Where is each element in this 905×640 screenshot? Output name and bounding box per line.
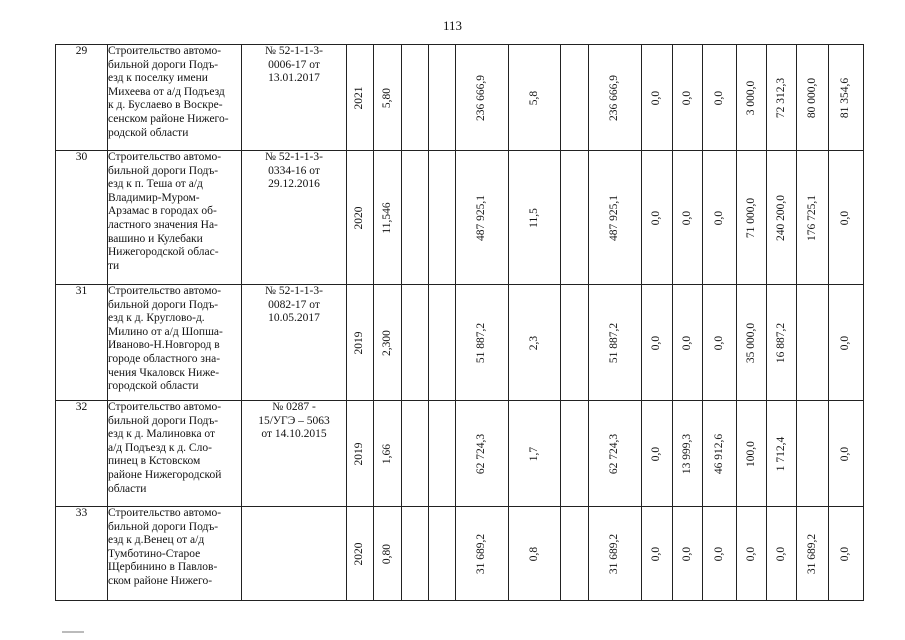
value-cell bbox=[509, 151, 561, 285]
value-cell bbox=[673, 507, 703, 601]
cell-value: 2020 bbox=[353, 542, 366, 565]
cell-value: 0,0 bbox=[774, 546, 787, 561]
expertise-doc-cell bbox=[242, 151, 347, 285]
cell-value: 0,0 bbox=[839, 546, 852, 561]
object-name: Строительство автомо- бильной дороги Подъ- езд к п. Теша от а/д Владимир-Муром- Арзамас в городах об- ластного значения На- вашино и Кулебаки Нижегородской облас- ти bbox=[108, 151, 222, 272]
value-cell bbox=[509, 401, 561, 507]
value-cell bbox=[374, 45, 402, 151]
value-cell bbox=[797, 45, 829, 151]
cell-value: 2,3 bbox=[527, 335, 540, 350]
value-cell bbox=[589, 285, 642, 401]
row-number: 32 bbox=[56, 401, 108, 507]
value-cell bbox=[642, 285, 673, 401]
value-cell bbox=[561, 45, 589, 151]
value-cell bbox=[347, 151, 374, 285]
cell-value: 0,0 bbox=[712, 210, 725, 225]
value-cell bbox=[797, 507, 829, 601]
value-cell bbox=[767, 401, 797, 507]
cell-value: 176 725,1 bbox=[805, 194, 818, 241]
value-cell bbox=[673, 401, 703, 507]
value-cell bbox=[509, 285, 561, 401]
cell-value: 11,5 bbox=[527, 207, 540, 228]
cell-value: 1 712,4 bbox=[774, 436, 787, 471]
cell-value: 487 925,1 bbox=[608, 194, 621, 241]
cell-value: 2019 bbox=[353, 442, 366, 465]
value-cell bbox=[673, 151, 703, 285]
value-cell bbox=[429, 401, 456, 507]
cell-value: 62 724,3 bbox=[608, 433, 621, 474]
value-cell bbox=[589, 507, 642, 601]
row-number: 30 bbox=[56, 151, 108, 285]
cell-value: 0,0 bbox=[839, 446, 852, 461]
value-cell bbox=[456, 151, 509, 285]
cell-value: 236 666,9 bbox=[475, 74, 488, 121]
value-cell bbox=[737, 285, 767, 401]
cell-value: 0,0 bbox=[712, 90, 725, 105]
value-cell bbox=[737, 507, 767, 601]
table-row bbox=[56, 45, 864, 151]
value-cell bbox=[703, 285, 737, 401]
cell-value: 71 000,0 bbox=[744, 197, 757, 238]
cell-value: 13 999,3 bbox=[680, 433, 693, 474]
cell-value: 0,0 bbox=[680, 90, 693, 105]
value-cell bbox=[703, 151, 737, 285]
value-cell bbox=[797, 285, 829, 401]
expertise-doc-cell bbox=[242, 507, 347, 601]
cell-value: 0,0 bbox=[839, 210, 852, 225]
cell-value: 1,7 bbox=[527, 446, 540, 461]
value-cell bbox=[402, 285, 429, 401]
cell-value: 51 887,2 bbox=[608, 322, 621, 363]
value-cell bbox=[642, 151, 673, 285]
value-cell bbox=[509, 507, 561, 601]
cell-value: 0,0 bbox=[680, 210, 693, 225]
value-cell bbox=[737, 151, 767, 285]
cell-value: 0,0 bbox=[650, 546, 663, 561]
value-cell bbox=[429, 45, 456, 151]
cell-value: 3 000,0 bbox=[744, 80, 757, 115]
cell-value: 51 887,2 bbox=[475, 322, 488, 363]
object-name: Строительство автомо- бильной дороги Подъ- езд к д.Венец от а/д Тумботино-Старое Щербинино в Павлов- ском районе Нижего- bbox=[108, 507, 222, 587]
value-cell bbox=[829, 401, 864, 507]
object-name-cell bbox=[108, 151, 242, 285]
object-name: Строительство автомо- бильной дороги Подъ- езд к поселку имени Михеева от а/д Подъезд к д. Буслаево в Воскре- сенском районе Нижего- родской области bbox=[108, 45, 229, 139]
value-cell bbox=[509, 45, 561, 151]
cell-value: 2021 bbox=[353, 86, 366, 109]
expertise-doc-cell bbox=[242, 45, 347, 151]
cell-value: 0,80 bbox=[380, 543, 393, 564]
value-cell bbox=[374, 401, 402, 507]
page-number: 113 bbox=[442, 18, 463, 33]
value-cell bbox=[347, 507, 374, 601]
scan-mark bbox=[62, 631, 84, 633]
value-cell bbox=[767, 507, 797, 601]
object-name-cell bbox=[108, 401, 242, 507]
cell-value: 0,0 bbox=[712, 335, 725, 350]
cell-value: 31 689,2 bbox=[475, 533, 488, 574]
value-cell bbox=[561, 151, 589, 285]
expertise-doc-cell bbox=[242, 401, 347, 507]
value-cell bbox=[456, 401, 509, 507]
cell-value: 16 887,2 bbox=[774, 322, 787, 363]
value-cell bbox=[456, 285, 509, 401]
cell-value: 0,0 bbox=[650, 210, 663, 225]
cell-value: 240 200,0 bbox=[774, 194, 787, 241]
value-cell bbox=[703, 507, 737, 601]
cell-value: 0,0 bbox=[650, 446, 663, 461]
table-row bbox=[56, 401, 864, 507]
cell-value: 11,546 bbox=[380, 201, 393, 234]
cell-value: 31 689,2 bbox=[805, 533, 818, 574]
object-name-cell bbox=[108, 285, 242, 401]
value-cell bbox=[374, 507, 402, 601]
cell-value: 0,0 bbox=[712, 546, 725, 561]
cell-value: 35 000,0 bbox=[744, 322, 757, 363]
value-cell bbox=[561, 401, 589, 507]
value-cell bbox=[374, 285, 402, 401]
value-cell bbox=[347, 45, 374, 151]
object-table bbox=[55, 44, 864, 601]
cell-value: 0,0 bbox=[744, 546, 757, 561]
cell-value: 5,80 bbox=[380, 87, 393, 108]
value-cell bbox=[561, 285, 589, 401]
value-cell bbox=[589, 45, 642, 151]
cell-value: 487 925,1 bbox=[475, 194, 488, 241]
row-number: 33 bbox=[56, 507, 108, 601]
cell-value: 2,300 bbox=[380, 329, 393, 356]
expertise-doc: № 52-1-1-3- 0082-17 от 10.05.2017 bbox=[265, 285, 323, 325]
value-cell bbox=[673, 45, 703, 151]
row-number: 31 bbox=[56, 285, 108, 401]
value-cell bbox=[561, 507, 589, 601]
cell-value: 62 724,3 bbox=[475, 433, 488, 474]
value-cell bbox=[589, 151, 642, 285]
row-number: 29 bbox=[56, 45, 108, 151]
table-row bbox=[56, 151, 864, 285]
cell-value: 0,0 bbox=[650, 90, 663, 105]
value-cell bbox=[456, 45, 509, 151]
value-cell bbox=[347, 401, 374, 507]
value-cell bbox=[374, 151, 402, 285]
value-cell bbox=[589, 401, 642, 507]
expertise-doc: № 0287 - 15/УГЭ – 5063 от 14.10.2015 bbox=[258, 401, 330, 441]
value-cell bbox=[829, 45, 864, 151]
value-cell bbox=[829, 285, 864, 401]
value-cell bbox=[402, 401, 429, 507]
value-cell bbox=[703, 45, 737, 151]
cell-value: 5,8 bbox=[527, 90, 540, 105]
value-cell bbox=[402, 45, 429, 151]
cell-value: 81 354,6 bbox=[839, 77, 852, 118]
object-name-cell bbox=[108, 507, 242, 601]
cell-value: 0,0 bbox=[680, 335, 693, 350]
value-cell bbox=[642, 45, 673, 151]
expertise-doc: № 52-1-1-3- 0006-17 от 13.01.2017 bbox=[265, 45, 323, 85]
value-cell bbox=[456, 507, 509, 601]
value-cell bbox=[767, 45, 797, 151]
object-name-cell bbox=[108, 45, 242, 151]
value-cell bbox=[402, 151, 429, 285]
cell-value: 2020 bbox=[353, 206, 366, 229]
table-row bbox=[56, 285, 864, 401]
cell-value: 72 312,3 bbox=[774, 77, 787, 118]
value-cell bbox=[767, 151, 797, 285]
cell-value: 2019 bbox=[353, 331, 366, 354]
cell-value: 0,0 bbox=[839, 335, 852, 350]
object-name: Строительство автомо- бильной дороги Подъ- езд к д. Круглово-д. Милино от а/д Шопша- Иваново-Н.Новгород в городе областного зна- чения Чкаловск Ниже- городской области bbox=[108, 285, 223, 393]
value-cell bbox=[642, 401, 673, 507]
cell-value: 100,0 bbox=[744, 440, 757, 467]
value-cell bbox=[429, 151, 456, 285]
value-cell bbox=[642, 507, 673, 601]
expertise-doc: № 52-1-1-3- 0334-16 от 29.12.2016 bbox=[265, 151, 323, 191]
value-cell bbox=[737, 401, 767, 507]
cell-value: 0,0 bbox=[650, 335, 663, 350]
expertise-doc-cell bbox=[242, 285, 347, 401]
value-cell bbox=[347, 285, 374, 401]
value-cell bbox=[429, 507, 456, 601]
value-cell bbox=[797, 151, 829, 285]
value-cell bbox=[797, 401, 829, 507]
value-cell bbox=[767, 285, 797, 401]
value-cell bbox=[402, 507, 429, 601]
cell-value: 0,0 bbox=[680, 546, 693, 561]
value-cell bbox=[829, 507, 864, 601]
value-cell bbox=[703, 401, 737, 507]
cell-value: 31 689,2 bbox=[608, 533, 621, 574]
object-name: Строительство автомо- бильной дороги Подъ- езд к д. Малиновка от а/д Подъезд к д. Сло- пинец в Кстовском районе Нижегородской области bbox=[108, 401, 222, 495]
table-row bbox=[56, 507, 864, 601]
cell-value: 80 000,0 bbox=[805, 77, 818, 118]
cell-value: 236 666,9 bbox=[608, 74, 621, 121]
value-cell bbox=[673, 285, 703, 401]
cell-value: 46 912,6 bbox=[712, 433, 725, 474]
cell-value: 0,8 bbox=[527, 546, 540, 561]
value-cell bbox=[829, 151, 864, 285]
value-cell bbox=[429, 285, 456, 401]
cell-value: 1,66 bbox=[380, 443, 393, 464]
value-cell bbox=[737, 45, 767, 151]
